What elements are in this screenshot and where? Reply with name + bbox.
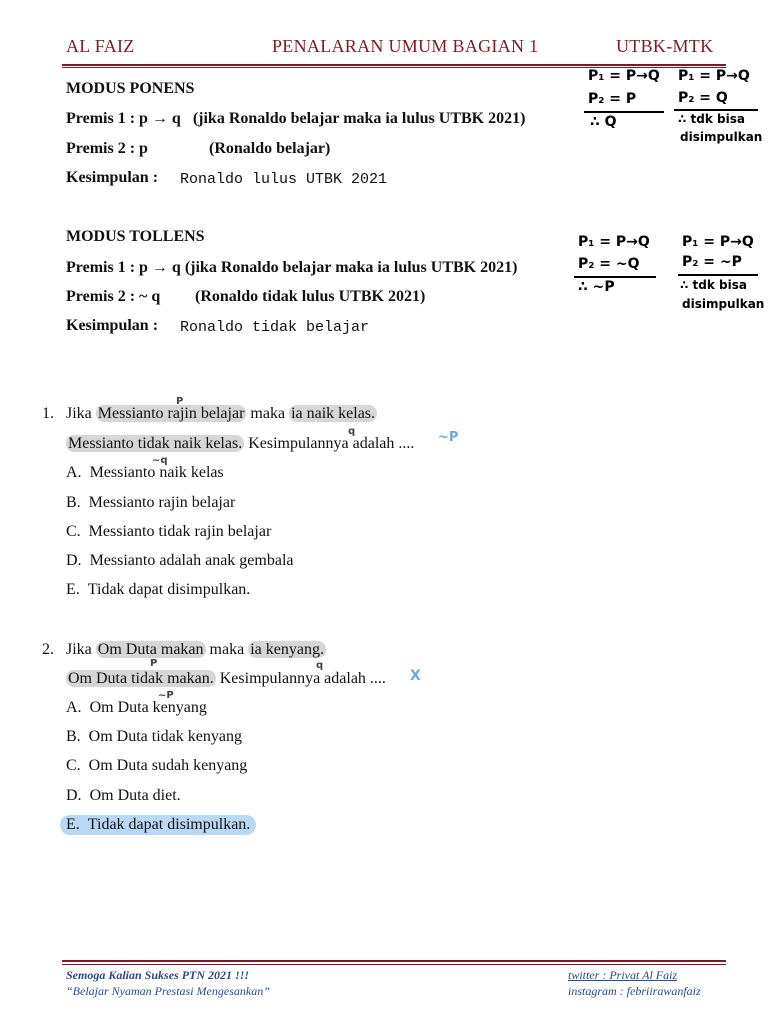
q1-maka: maka: [250, 405, 286, 422]
q2-option-b[interactable]: B. Om Duta tidak kenyang: [66, 728, 242, 745]
ponens-note-b-4: disimpulkan: [680, 130, 763, 144]
q2-option-e[interactable]: E. Tidak dapat disimpulkan.: [60, 815, 256, 835]
q2-jika: Jika: [66, 641, 92, 658]
ponens-premis1: Premis 1 : p → q (jika Ronaldo belajar maka ia lulus UTBK 2021): [66, 110, 526, 127]
tollens-title: MODUS TOLLENS: [66, 228, 205, 245]
ponens-note-a-3: ∴ Q: [590, 114, 617, 130]
q1-stem: [66, 405, 377, 423]
tollens-premis2-note: (Ronaldo tidak lulus UTBK 2021): [195, 288, 426, 305]
tollens-premis2-label: Premis 2 : ~ q: [66, 288, 161, 305]
footer-slogan: Semoga Kalian Sukses PTN 2021 !!!: [66, 968, 250, 982]
ponens-title: MODUS PONENS: [66, 80, 195, 97]
tollens-note-a-1: P₁ = P→Q: [578, 234, 650, 250]
q1-option-a[interactable]: A. Messianto naik kelas: [66, 464, 224, 481]
header-right: UTBK-MTK: [616, 36, 714, 56]
q1-line2: [66, 435, 414, 453]
ponens-note-a-rule: [584, 111, 664, 113]
q1-jika: Jika: [66, 405, 92, 422]
footer-twitter[interactable]: twitter : Privat Al Faiz: [568, 968, 678, 982]
header-rule: [62, 64, 726, 66]
q2-maka: maka: [209, 641, 245, 658]
footer-rule: [62, 960, 726, 962]
tollens-note-b-3: ∴ tdk bisa: [680, 278, 747, 292]
q1-ask: Kesimpulannya adalah ....: [248, 435, 415, 452]
q2-option-d[interactable]: D. Om Duta diet.: [66, 787, 181, 804]
footer-motto: “Belajar Nyaman Prestasi Mengesankan”: [66, 984, 270, 998]
q1-option-d[interactable]: D. Messianto adalah anak gembala: [66, 552, 294, 569]
q2-premis2-highlight: Om Duta tidak makan.: [68, 670, 214, 687]
footer-rule-thin: [62, 964, 726, 965]
q1-mark-q: q: [348, 426, 356, 437]
ponens-note-a-1: P₁ = P→Q: [588, 68, 660, 84]
header-left: AL FAIZ: [66, 36, 135, 56]
ponens-note-b-1: P₁ = P→Q: [678, 68, 750, 84]
q2-option-c[interactable]: C. Om Duta sudah kenyang: [66, 757, 248, 774]
q1-mark-p: P: [176, 396, 184, 407]
q2-mark-q: q: [316, 660, 324, 671]
ponens-kesimpulan-value: Ronaldo lulus UTBK 2021: [180, 171, 388, 188]
tollens-note-b-rule: [678, 274, 758, 276]
tollens-note-b-1: P₁ = P→Q: [682, 234, 754, 250]
q1-option-e[interactable]: E. Tidak dapat disimpulkan.: [66, 581, 251, 598]
ponens-kesimpulan-label: Kesimpulan :: [66, 169, 159, 186]
ponens-note-a-2: P₂ = P: [588, 91, 637, 107]
q2-mark-notp: ~P: [158, 690, 174, 701]
tollens-note-a-3: ∴ ~P: [578, 279, 615, 295]
q2-number: 2.: [42, 641, 54, 658]
q1-number: 1.: [42, 405, 54, 422]
q2-stem: [66, 641, 326, 659]
tollens-kesimpulan-value: Ronaldo tidak belajar: [180, 319, 370, 336]
q1-mark-notq: ~q: [152, 455, 168, 466]
q1-mark-answer: ~P: [438, 430, 459, 445]
q1-p-highlight: Messianto rajin belajar: [97, 405, 245, 422]
footer-instagram[interactable]: instagram : febriirawanfaiz: [568, 984, 701, 998]
tollens-kesimpulan-label: Kesimpulan :: [66, 317, 159, 334]
q2-option-a[interactable]: A. Om Duta kenyang: [66, 699, 207, 716]
ponens-note-b-2: P₂ = Q: [678, 90, 728, 106]
tollens-premis1: Premis 1 : p → q (jika Ronaldo belajar maka ia lulus UTBK 2021): [66, 259, 518, 276]
q2-line2: [66, 670, 386, 688]
q2-p-highlight: Om Duta makan: [97, 641, 204, 658]
q2-mark-p: P: [150, 658, 158, 669]
ponens-premis2-note: (Ronaldo belajar): [209, 140, 331, 157]
q1-option-c[interactable]: C. Messianto tidak rajin belajar: [66, 523, 272, 540]
q1-option-b[interactable]: B. Messianto rajin belajar: [66, 494, 236, 511]
tollens-note-a-2: P₂ = ~Q: [578, 256, 640, 272]
q2-ask: Kesimpulannya adalah ....: [219, 670, 386, 687]
q1-premis2-highlight: Messianto tidak naik kelas.: [68, 435, 243, 452]
tollens-note-b-4: disimpulkan: [682, 297, 765, 311]
ponens-note-b-rule: [674, 109, 758, 111]
tollens-note-a-rule: [574, 276, 656, 278]
q1-q-highlight: ia naik kelas.: [291, 405, 376, 422]
ponens-note-b-3: ∴ tdk bisa: [678, 112, 745, 126]
q2-mark-answer: X: [410, 668, 421, 684]
q2-q-highlight: ia kenyang.: [250, 641, 324, 658]
ponens-premis2-label: Premis 2 : p: [66, 140, 148, 157]
tollens-note-b-2: P₂ = ~P: [682, 254, 742, 270]
header-title: PENALARAN UMUM BAGIAN 1: [272, 36, 539, 56]
